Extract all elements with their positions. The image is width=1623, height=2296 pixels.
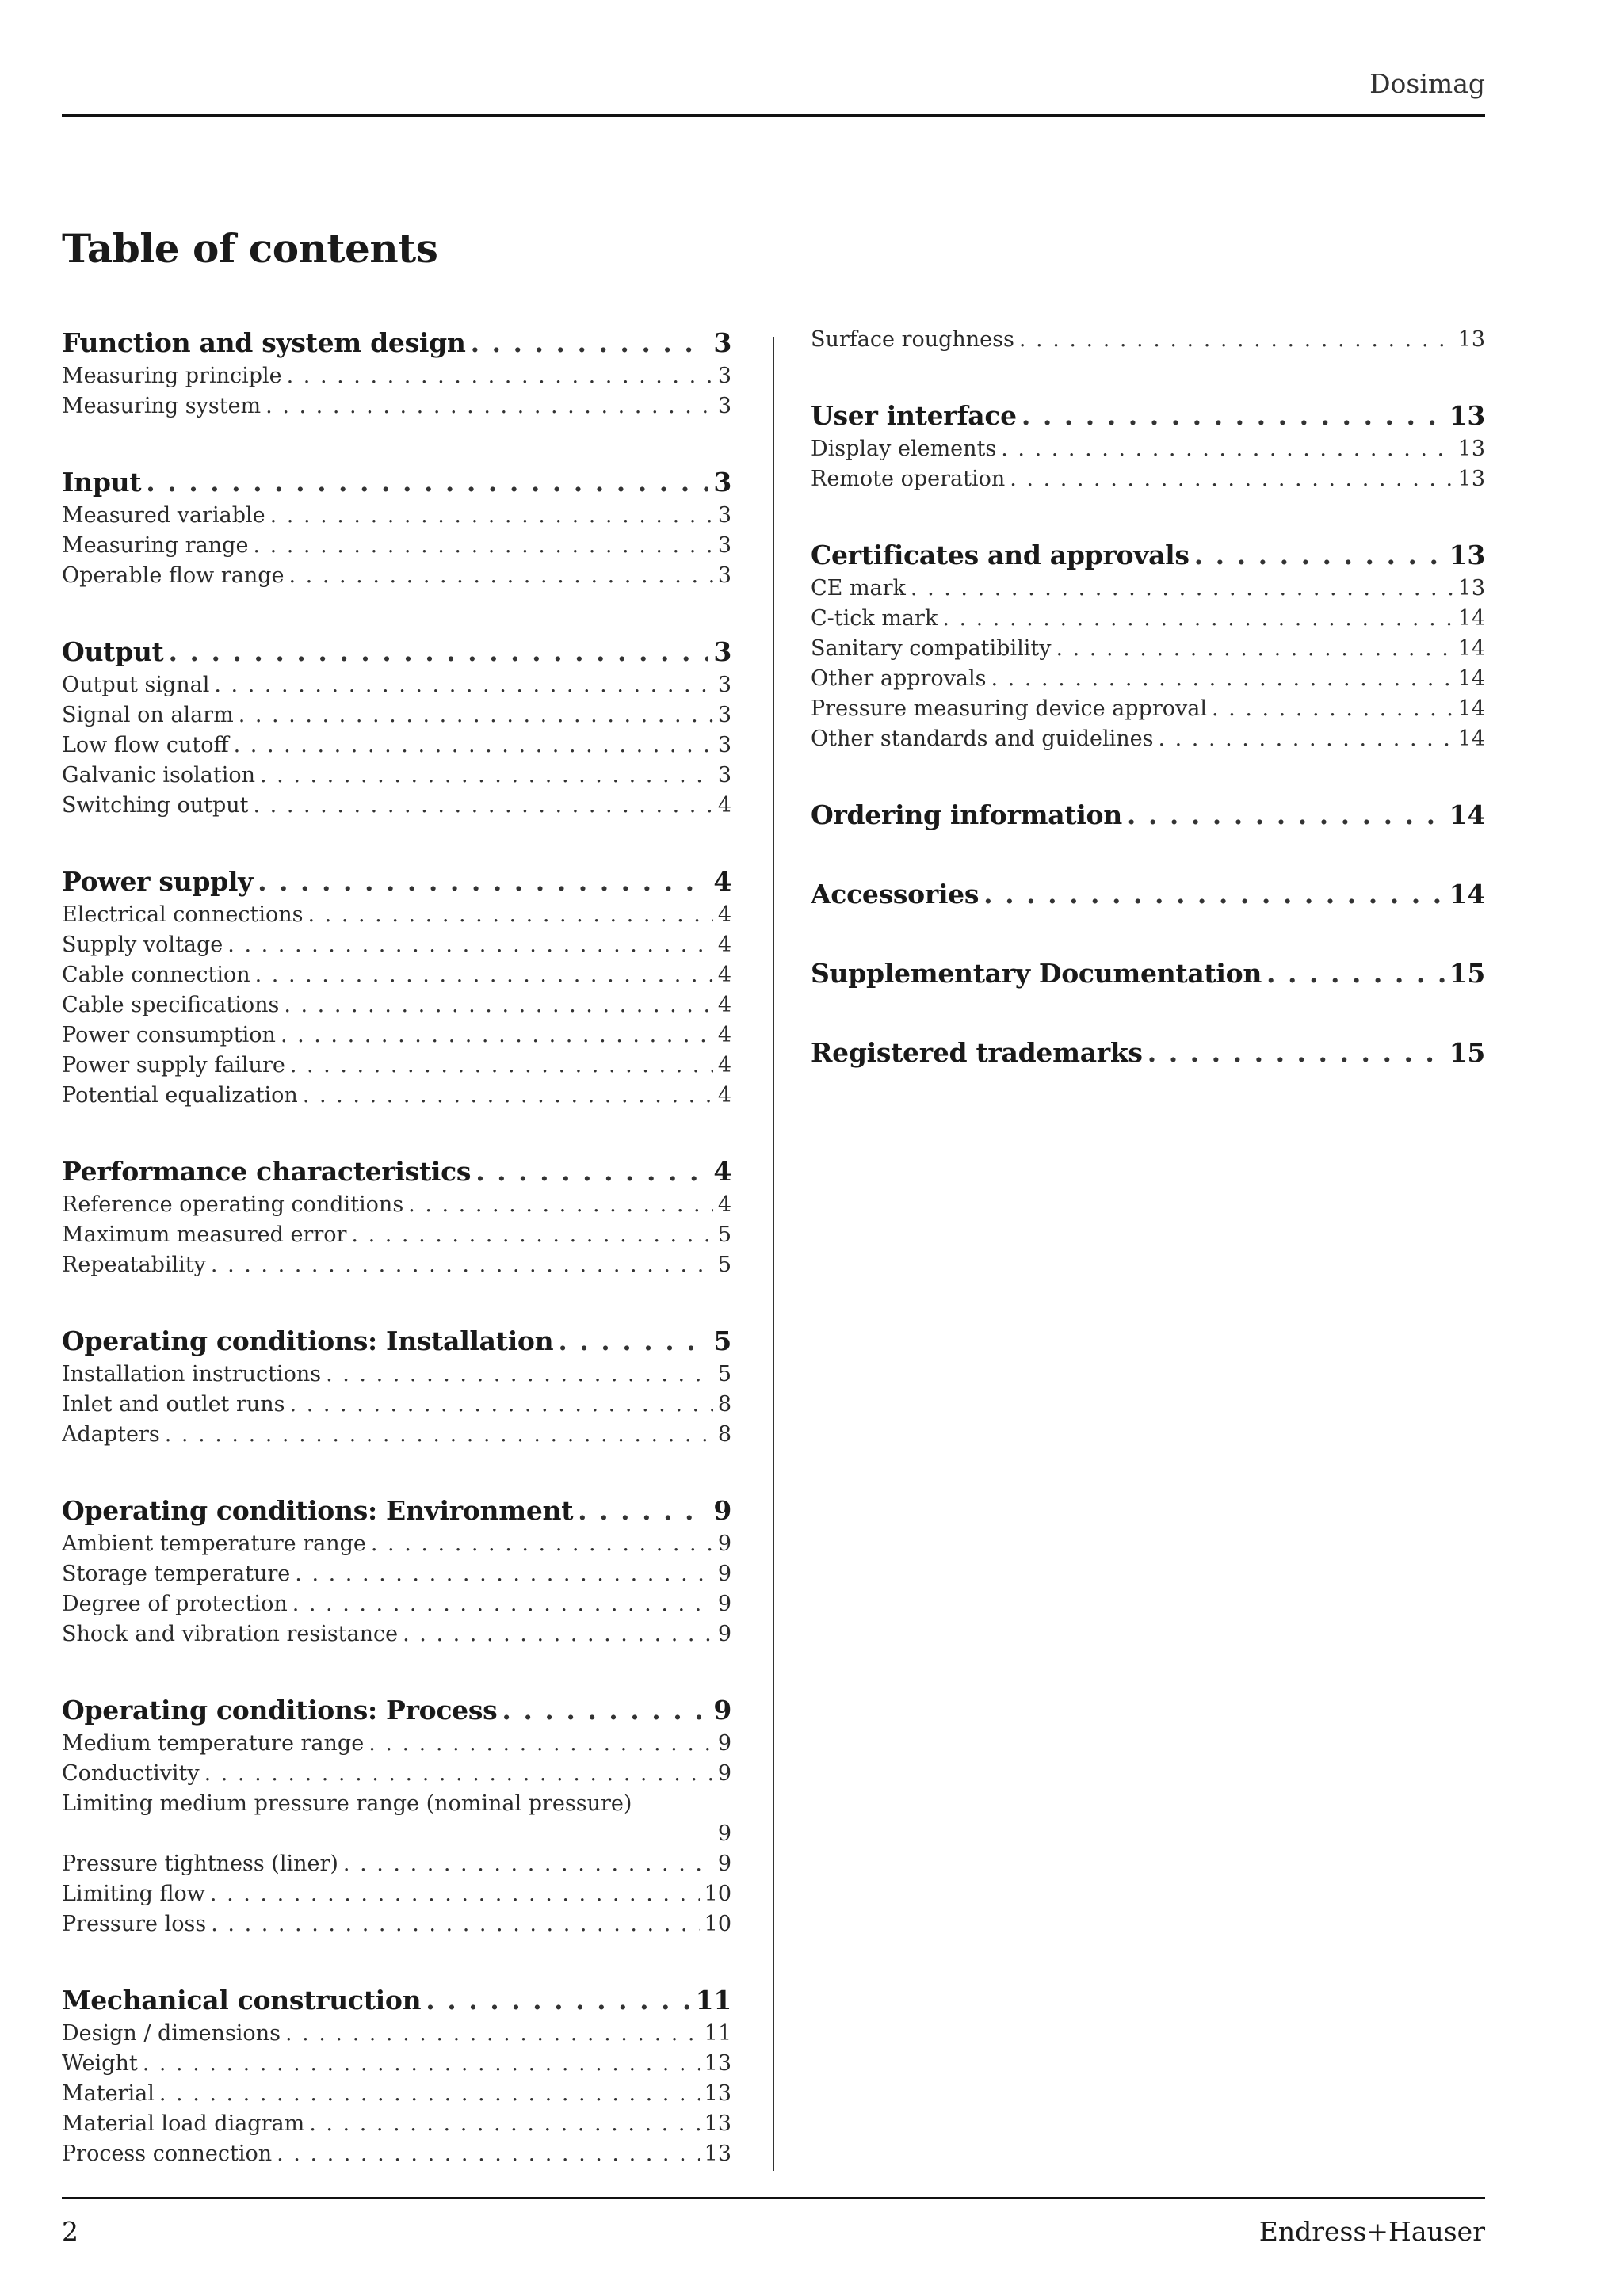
toc-entry[interactable] bbox=[811, 694, 1485, 724]
toc-section bbox=[62, 864, 731, 1111]
toc-section bbox=[811, 797, 1485, 833]
toc-entry-page: 10 bbox=[704, 1882, 731, 1906]
dot-leader bbox=[983, 876, 1445, 913]
toc-section-heading-label: Operating conditions: Process bbox=[62, 1695, 498, 1726]
toc-entry-label: Ambient temperature range bbox=[62, 1531, 366, 1556]
dot-leader bbox=[292, 1589, 713, 1619]
toc-section-heading[interactable] bbox=[811, 1035, 1485, 1071]
toc-entry-page: 13 bbox=[704, 2081, 731, 2106]
dot-leader bbox=[210, 1879, 700, 1909]
dot-leader bbox=[502, 1692, 708, 1729]
toc-entry[interactable] bbox=[62, 361, 731, 391]
toc-entry[interactable] bbox=[62, 2139, 731, 2169]
toc-entry-page: 9 bbox=[717, 1821, 731, 1846]
toc-section bbox=[62, 1154, 731, 1280]
dot-leader bbox=[371, 1529, 713, 1559]
toc-section-heading-label: Performance characteristics bbox=[62, 1156, 472, 1187]
toc-section-heading[interactable] bbox=[811, 955, 1485, 992]
toc-entry-page: 9 bbox=[717, 1531, 731, 1556]
dot-leader bbox=[211, 1909, 699, 1939]
toc-entry[interactable] bbox=[62, 561, 731, 591]
toc-entry-page: 4 bbox=[717, 963, 731, 987]
dot-leader bbox=[1056, 634, 1453, 664]
toc-entry[interactable] bbox=[62, 1559, 731, 1589]
toc-entry-page: 14 bbox=[1457, 636, 1485, 661]
dot-leader bbox=[285, 2019, 700, 2049]
toc-entry-label: Conductivity bbox=[62, 1761, 200, 1786]
toc-entry-label: Pressure measuring device approval bbox=[811, 696, 1207, 721]
toc-entry-page: 13 bbox=[1457, 327, 1485, 352]
dot-leader bbox=[1266, 955, 1445, 992]
toc-entry-label: Display elements bbox=[811, 437, 997, 461]
toc-entry-label: Output signal bbox=[62, 673, 210, 697]
dot-leader bbox=[143, 2049, 700, 2079]
toc-section-heading-label: Accessories bbox=[811, 879, 980, 910]
toc-section-heading-page: 9 bbox=[713, 1495, 731, 1526]
dot-leader bbox=[403, 1619, 713, 1650]
toc-entry[interactable] bbox=[62, 1020, 731, 1051]
toc-entry-page: 3 bbox=[717, 763, 731, 788]
toc-entry[interactable] bbox=[62, 1250, 731, 1280]
toc-entry-label: Pressure tightness (liner) bbox=[62, 1852, 338, 1876]
toc-entry-label: Measuring principle bbox=[62, 364, 282, 388]
toc-entry-label: Low flow cutoff bbox=[62, 733, 229, 757]
toc-entry-label: Material bbox=[62, 2081, 155, 2106]
toc-entry-page: 9 bbox=[717, 1731, 731, 1756]
toc-entry[interactable] bbox=[62, 1390, 731, 1420]
toc-entry-page: 3 bbox=[717, 364, 731, 388]
toc-entry-label: Switching output bbox=[62, 793, 249, 818]
toc-entry[interactable] bbox=[811, 434, 1485, 464]
toc-entry-page: 9 bbox=[717, 1761, 731, 1786]
toc-entry-label: Limiting medium pressure range (nominal pressure) bbox=[62, 1791, 632, 1816]
toc-entry-page: 13 bbox=[1457, 437, 1485, 461]
toc-section-heading[interactable] bbox=[62, 464, 731, 501]
toc-entry[interactable] bbox=[811, 574, 1485, 604]
toc-entry-page: 4 bbox=[717, 902, 731, 927]
dot-leader bbox=[991, 664, 1453, 694]
toc-section-heading-page: 13 bbox=[1449, 400, 1485, 431]
toc-section-heading-label: Operating conditions: Installation bbox=[62, 1325, 554, 1356]
toc-entry-page: 4 bbox=[717, 1023, 731, 1047]
dot-leader bbox=[239, 700, 713, 730]
toc-entry-page: 3 bbox=[717, 733, 731, 757]
dot-leader bbox=[146, 464, 708, 501]
dot-leader bbox=[1019, 325, 1453, 355]
dot-leader bbox=[1022, 398, 1445, 434]
toc-section-heading[interactable] bbox=[62, 1982, 731, 2019]
toc-entry-label: Power consumption bbox=[62, 1023, 276, 1047]
toc-entry-page: 9 bbox=[717, 1852, 731, 1876]
toc-entry-label: Sanitary compatibility bbox=[811, 636, 1052, 661]
dot-leader bbox=[169, 634, 709, 670]
toc-entry-label: Degree of protection bbox=[62, 1592, 288, 1616]
toc-section-heading[interactable] bbox=[62, 864, 731, 900]
toc-entry[interactable] bbox=[811, 634, 1485, 664]
document-title: Dosimag bbox=[1369, 68, 1485, 99]
toc-section-heading-page: 15 bbox=[1449, 1037, 1485, 1068]
dot-leader bbox=[204, 1759, 713, 1789]
toc-entry-page: 4 bbox=[717, 1083, 731, 1108]
toc-section-heading-page: 11 bbox=[695, 1985, 731, 2016]
toc-entry-page: 3 bbox=[717, 503, 731, 528]
toc-left-column bbox=[62, 325, 731, 2212]
dot-leader bbox=[326, 1360, 713, 1390]
dot-leader bbox=[1158, 724, 1453, 754]
toc-section-heading-label: Operating conditions: Environment bbox=[62, 1495, 574, 1526]
toc-section-heading[interactable] bbox=[811, 876, 1485, 913]
toc-entry-page: 9 bbox=[717, 1562, 731, 1586]
toc-entry-label: Shock and vibration resistance bbox=[62, 1622, 399, 1646]
dot-leader bbox=[214, 670, 712, 700]
toc-entry-label: Measured variable bbox=[62, 503, 265, 528]
toc-entry-label: Other standards and guidelines bbox=[811, 727, 1154, 751]
toc-section-heading-label: Registered trademarks bbox=[811, 1037, 1143, 1068]
toc-entry-page: 4 bbox=[717, 1192, 731, 1217]
toc-entry[interactable] bbox=[62, 1589, 731, 1619]
dot-leader bbox=[270, 501, 713, 531]
footer-rule bbox=[62, 2197, 1485, 2199]
toc-section bbox=[811, 1035, 1485, 1071]
toc-entry-page: 3 bbox=[717, 533, 731, 558]
toc-entry-label: Repeatability bbox=[62, 1253, 206, 1277]
dot-leader bbox=[159, 2079, 700, 2109]
dot-leader bbox=[234, 730, 713, 761]
toc-section bbox=[62, 634, 731, 821]
dot-leader bbox=[471, 325, 709, 361]
toc-entry[interactable] bbox=[62, 501, 731, 531]
toc-entry[interactable] bbox=[811, 604, 1485, 634]
toc-section-heading-page: 14 bbox=[1449, 879, 1485, 910]
toc-entry[interactable] bbox=[62, 700, 731, 730]
dot-leader bbox=[290, 1390, 713, 1420]
toc-entry[interactable] bbox=[62, 1619, 731, 1650]
toc-entry[interactable] bbox=[811, 724, 1485, 754]
dot-leader bbox=[343, 1849, 713, 1879]
page-title: Table of contents bbox=[62, 224, 438, 272]
toc-entry[interactable] bbox=[62, 1081, 731, 1111]
toc-entry-page: 5 bbox=[717, 1253, 731, 1277]
toc-entry-label: Reference operating conditions bbox=[62, 1192, 404, 1217]
toc-entry[interactable] bbox=[62, 670, 731, 700]
toc-entry-label: Cable connection bbox=[62, 963, 250, 987]
toc-entry[interactable] bbox=[62, 960, 731, 990]
dot-leader bbox=[211, 1250, 713, 1280]
toc-section-heading-label: Ordering information bbox=[811, 799, 1122, 830]
footer-brand: Endress+Hauser bbox=[1258, 2216, 1485, 2247]
toc-entry[interactable] bbox=[62, 2019, 731, 2049]
header-rule bbox=[62, 114, 1485, 117]
dot-leader bbox=[942, 604, 1453, 634]
toc-entry-label: Other approvals bbox=[811, 666, 987, 691]
dot-leader bbox=[165, 1420, 713, 1450]
dot-leader bbox=[369, 1729, 713, 1759]
toc-entry-page: 8 bbox=[717, 1422, 731, 1447]
toc-entry-page: 14 bbox=[1457, 696, 1485, 721]
toc-entry[interactable] bbox=[62, 531, 731, 561]
toc-entry[interactable] bbox=[62, 2109, 731, 2139]
dot-leader bbox=[289, 561, 713, 591]
toc-entry[interactable] bbox=[62, 1051, 731, 1081]
toc-section-heading[interactable] bbox=[62, 1692, 731, 1729]
toc-entry-label: Medium temperature range bbox=[62, 1731, 365, 1756]
toc-entry[interactable] bbox=[62, 1849, 731, 1879]
toc-section-heading-page: 3 bbox=[713, 636, 731, 667]
toc-entry-label: Inlet and outlet runs bbox=[62, 1392, 285, 1417]
toc-section bbox=[62, 1982, 731, 2169]
dot-leader bbox=[227, 930, 713, 960]
toc-entry[interactable] bbox=[62, 2079, 731, 2109]
toc-section bbox=[62, 325, 731, 421]
toc-section-heading[interactable] bbox=[62, 1154, 731, 1190]
dot-leader bbox=[260, 761, 713, 791]
dot-leader bbox=[408, 1190, 713, 1220]
toc-entry-page: 11 bbox=[704, 2021, 731, 2046]
dot-leader bbox=[1194, 537, 1445, 574]
toc-entry-label: Maximum measured error bbox=[62, 1222, 347, 1247]
toc-entry-label: Material load diagram bbox=[62, 2111, 305, 2136]
dot-leader bbox=[426, 1982, 690, 2019]
toc-section bbox=[62, 1692, 731, 1939]
dot-leader bbox=[277, 2139, 700, 2169]
toc-section bbox=[62, 1323, 731, 1450]
toc-entry-label: Installation instructions bbox=[62, 1362, 322, 1386]
dot-leader bbox=[558, 1323, 708, 1360]
toc-section bbox=[811, 876, 1485, 913]
toc-section-heading[interactable] bbox=[62, 325, 731, 361]
toc-entry[interactable] bbox=[62, 730, 731, 761]
toc-entry-page: 8 bbox=[717, 1392, 731, 1417]
toc-section-heading-label: Certificates and approvals bbox=[811, 540, 1190, 570]
toc-entry-page: 5 bbox=[717, 1222, 731, 1247]
toc-entry-page: 14 bbox=[1457, 666, 1485, 691]
toc-section-heading-page: 9 bbox=[713, 1695, 731, 1726]
toc-section-heading[interactable] bbox=[62, 634, 731, 670]
toc-entry-page: 13 bbox=[704, 2051, 731, 2076]
toc-section bbox=[62, 1493, 731, 1650]
dot-leader bbox=[578, 1493, 708, 1529]
dot-leader bbox=[1148, 1035, 1445, 1071]
toc-entry[interactable] bbox=[62, 2049, 731, 2079]
toc-entry[interactable] bbox=[62, 391, 731, 421]
toc-section-heading-page: 13 bbox=[1449, 540, 1485, 570]
toc-entry[interactable] bbox=[62, 1729, 731, 1759]
toc-entry[interactable] bbox=[62, 1220, 731, 1250]
dot-leader bbox=[254, 791, 713, 821]
toc-entry[interactable] bbox=[62, 1909, 731, 1939]
toc-entry-page: 13 bbox=[1457, 467, 1485, 491]
toc-section-heading-label: Function and system design bbox=[62, 327, 466, 358]
toc-entry[interactable] bbox=[62, 990, 731, 1020]
toc-section-heading[interactable] bbox=[62, 1493, 731, 1529]
toc-entry[interactable] bbox=[62, 1529, 731, 1559]
toc-entry-label: Pressure loss bbox=[62, 1912, 207, 1936]
dot-leader bbox=[284, 990, 712, 1020]
toc-entry-label: Design / dimensions bbox=[62, 2021, 281, 2046]
toc-entry[interactable] bbox=[62, 791, 731, 821]
dot-leader bbox=[290, 1051, 713, 1081]
toc-entry-page: 3 bbox=[717, 703, 731, 727]
toc-entry-page: 3 bbox=[717, 394, 731, 418]
toc-entry-page: 13 bbox=[704, 2142, 731, 2166]
toc-entry-page: 9 bbox=[717, 1592, 731, 1616]
toc-entry[interactable] bbox=[811, 464, 1485, 494]
toc-section bbox=[62, 464, 731, 591]
toc-entry-page: 9 bbox=[717, 1622, 731, 1646]
toc-entry[interactable] bbox=[62, 1190, 731, 1220]
toc-entry-page: 3 bbox=[717, 563, 731, 588]
toc-section-heading[interactable] bbox=[811, 398, 1485, 434]
toc-section-heading-page: 3 bbox=[713, 327, 731, 358]
toc-entry-page: 10 bbox=[704, 1912, 731, 1936]
toc-section-heading[interactable] bbox=[811, 537, 1485, 574]
toc-entry-page: 14 bbox=[1457, 606, 1485, 631]
dot-leader bbox=[258, 864, 708, 900]
toc-entry-label: Storage temperature bbox=[62, 1562, 291, 1586]
toc-entry-label: Electrical connections bbox=[62, 902, 304, 927]
toc-section bbox=[811, 398, 1485, 494]
toc-entry-label: Adapters bbox=[62, 1422, 160, 1447]
toc-entry-page: 14 bbox=[1457, 727, 1485, 751]
toc-section-heading-label: Input bbox=[62, 467, 142, 498]
toc-entry[interactable] bbox=[811, 664, 1485, 694]
toc-section-heading-page: 3 bbox=[713, 467, 731, 498]
toc-entry-page: 4 bbox=[717, 993, 731, 1017]
page-number: 2 bbox=[62, 2216, 78, 2247]
toc-right-column bbox=[811, 325, 1485, 1114]
toc-entry[interactable] bbox=[62, 1789, 731, 1849]
toc-entry-label: CE mark bbox=[811, 576, 906, 601]
toc-section-heading[interactable] bbox=[62, 1323, 731, 1360]
toc-entry-label: Limiting flow bbox=[62, 1882, 205, 1906]
toc-section-heading-label: Output bbox=[62, 636, 164, 667]
dot-leader bbox=[1212, 694, 1453, 724]
toc-entry-label: Weight bbox=[62, 2051, 138, 2076]
toc-entry-label: Measuring system bbox=[62, 394, 262, 418]
toc-entry-page: 5 bbox=[717, 1362, 731, 1386]
toc-section-heading-label: Power supply bbox=[62, 866, 254, 897]
dot-leader bbox=[1127, 797, 1445, 833]
toc-section bbox=[811, 955, 1485, 992]
toc-entry[interactable] bbox=[62, 930, 731, 960]
toc-entry-label: Process connection bbox=[62, 2142, 273, 2166]
dot-leader bbox=[295, 1559, 713, 1589]
toc-entry-page: 3 bbox=[717, 673, 731, 697]
toc-entry[interactable] bbox=[62, 1759, 731, 1789]
toc-entry[interactable] bbox=[62, 1879, 731, 1909]
toc-entry-page: 4 bbox=[717, 1053, 731, 1077]
toc-section bbox=[811, 325, 1485, 355]
toc-section-heading-page: 5 bbox=[713, 1325, 731, 1356]
dot-leader bbox=[265, 391, 713, 421]
dot-leader bbox=[253, 531, 712, 561]
toc-entry-page: 4 bbox=[717, 933, 731, 957]
toc-entry-label: Operable flow range bbox=[62, 563, 285, 588]
toc-entry[interactable] bbox=[62, 900, 731, 930]
dot-leader bbox=[309, 2109, 699, 2139]
toc-entry-label: Potential equalization bbox=[62, 1083, 298, 1108]
dot-leader bbox=[1010, 464, 1453, 494]
dot-leader bbox=[255, 960, 713, 990]
toc-entry-label: Signal on alarm bbox=[62, 703, 234, 727]
toc-entry-page: 13 bbox=[704, 2111, 731, 2136]
toc-section-heading-page: 15 bbox=[1449, 958, 1485, 989]
dot-leader bbox=[303, 1081, 713, 1111]
toc-section-heading[interactable] bbox=[811, 797, 1485, 833]
toc-section-heading-label: Supplementary Documentation bbox=[811, 958, 1262, 989]
toc-entry-label: Surface roughness bbox=[811, 327, 1014, 352]
dot-leader bbox=[1001, 434, 1453, 464]
dot-leader bbox=[308, 900, 713, 930]
dot-leader bbox=[475, 1154, 708, 1190]
dot-leader bbox=[281, 1020, 713, 1051]
toc-section-heading-label: Mechanical construction bbox=[62, 1985, 422, 2016]
toc-entry[interactable] bbox=[62, 761, 731, 791]
toc-entry[interactable] bbox=[62, 1360, 731, 1390]
dot-leader bbox=[287, 361, 713, 391]
toc-section bbox=[811, 537, 1485, 754]
toc-entry-label: Supply voltage bbox=[62, 933, 223, 957]
toc-section-heading-label: User interface bbox=[811, 400, 1017, 431]
toc-entry-label: C-tick mark bbox=[811, 606, 938, 631]
column-divider bbox=[773, 337, 774, 2171]
toc-entry-label: Power supply failure bbox=[62, 1053, 285, 1077]
toc-entry[interactable] bbox=[62, 1420, 731, 1450]
dot-leader bbox=[351, 1220, 712, 1250]
toc-entry-label: Remote operation bbox=[811, 467, 1006, 491]
toc-entry[interactable] bbox=[811, 325, 1485, 355]
toc-entry-page: 4 bbox=[717, 793, 731, 818]
toc-entry-label: Measuring range bbox=[62, 533, 249, 558]
dot-leader bbox=[911, 574, 1453, 604]
toc-section-heading-page: 14 bbox=[1449, 799, 1485, 830]
toc-section-heading-page: 4 bbox=[713, 866, 731, 897]
toc-entry-page: 13 bbox=[1457, 576, 1485, 601]
toc-entry-label: Cable specifications bbox=[62, 993, 280, 1017]
toc-entry-label: Galvanic isolation bbox=[62, 763, 255, 788]
toc-section-heading-page: 4 bbox=[713, 1156, 731, 1187]
